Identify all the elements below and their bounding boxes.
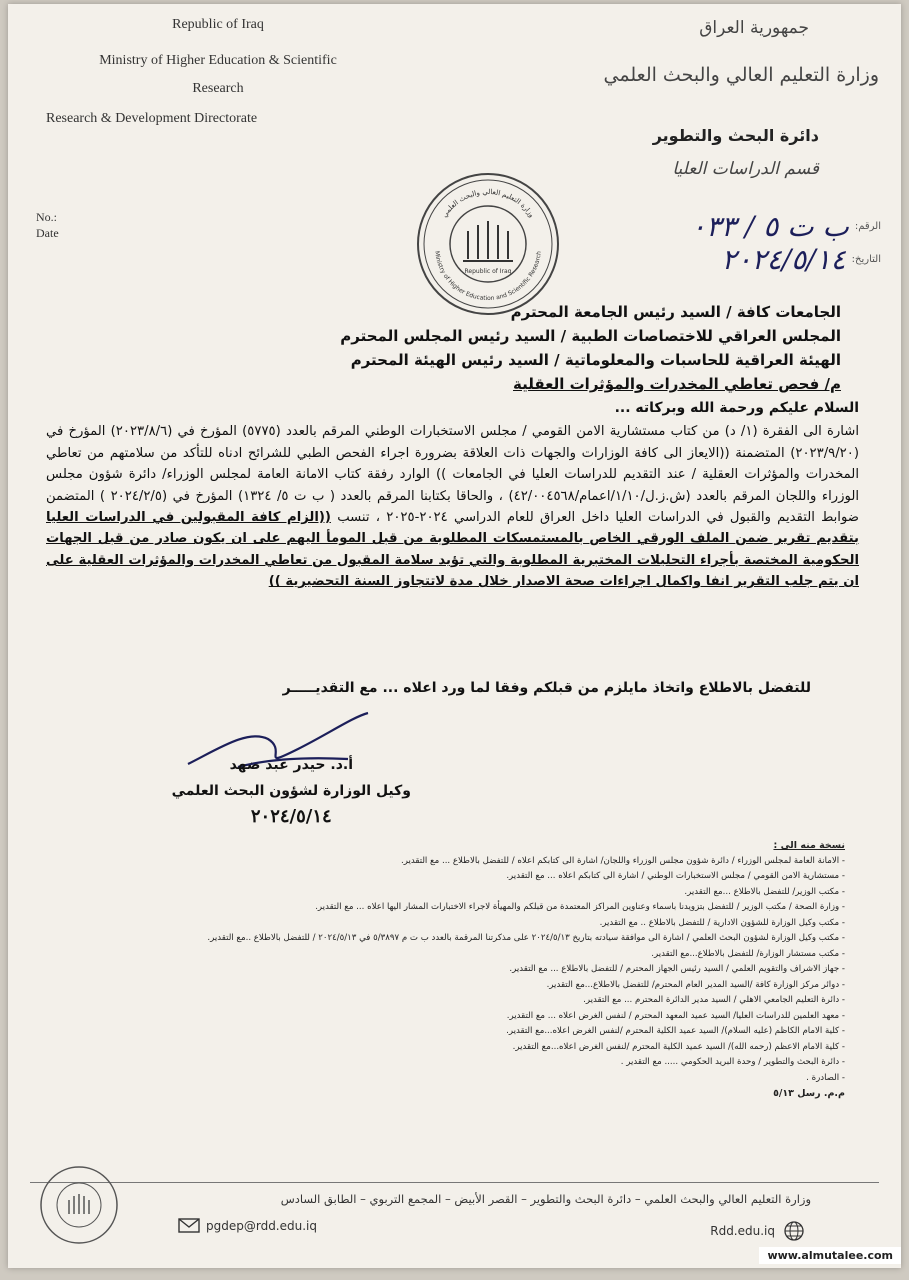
- cc-item: - دائرة البحث والتطوير / وحدة البريد الحكومي ..... مع التقدير .: [48, 1055, 845, 1071]
- signatory-name: أ.د. حيدر عبد ضهد: [229, 757, 353, 773]
- seal-country: Republic of Iraq: [464, 268, 512, 275]
- signatory-date: ٢٠٢٤/٥/١٤: [250, 806, 332, 827]
- en-date-label: Date: [36, 225, 59, 240]
- footer-email[interactable]: [178, 1218, 317, 1233]
- addressee-2: المجلس العراقي للاختصاصات الطبية / السيد رئيس المجلس المحترم: [340, 327, 841, 345]
- globe-icon: [783, 1220, 805, 1242]
- ar-country: جمهورية العراق: [699, 18, 809, 38]
- cc-item: - مكتب مستشار الوزارة/ للتفضل بالاطلاع...مع التقدير.: [48, 947, 845, 963]
- footer-email-text: pgdep@rdd.edu.iq: [206, 1218, 317, 1233]
- en-no-label: No.:: [36, 210, 57, 224]
- cc-item: - كلية الامام الكاظم (عليه السلام)/ السيد عميد الكلية المحترم /لنفس الغرض اعلاه...مع التقدير.: [48, 1024, 845, 1040]
- cc-item: - معهد العلمين للدراسات العليا/ السيد عميد المعهد المحترم / لنفس الغرض اعلاه ... مع التقدير.: [48, 1009, 845, 1025]
- ref-number-value: ب ت ٥ / ٠٣٣: [690, 210, 849, 243]
- english-letterhead: [38, 18, 398, 148]
- ref-number-row: [691, 210, 881, 243]
- en-ministry-1: Ministry of Higher Education & Scientific: [99, 53, 337, 68]
- cc-title: نسخة منه الى :: [773, 840, 845, 851]
- en-number-date: [36, 210, 59, 241]
- envelope-icon: [178, 1218, 200, 1233]
- footer-website-text: Rdd.edu.iq: [710, 1224, 775, 1238]
- seal-text-bottom: Ministry of Higher Education and Scientific Research: [433, 250, 543, 303]
- ref-date-row: [691, 243, 881, 276]
- seal-text-top: وزارة التعليم العالي والبحث العلمي: [440, 187, 536, 219]
- signatory-title: وكيل الوزارة لشؤون البحث العلمي: [171, 783, 411, 799]
- ref-number-label: الرقم:: [854, 221, 881, 232]
- cc-item: - مستشارية الامن القومي / مجلس الاستخبارات الوطني / اشارة الى كتابكم اعلاه ... مع التقدير.: [48, 869, 845, 885]
- reference-block: [691, 210, 881, 276]
- body-paragraph: اشارة الى الفقرة (١/ د) من كتاب مستشارية الامن القومي / مجلس الاستخبارات الوطني المرقم بالعدد (٥٧٧٥) المؤرخ في (٢٠٢٣/٨/٦) المؤرخ في (٢٠٢٣/٩/٢٠) المتضمنة ((الايعاز الى كافة الوزارات والجهات ذات العلاقة بضرورة اجراء الفحص الطبي للشرائح ادناه للتأكد من سلامتهم من تعاطي المخدرات والمؤثرات العقلية / عند التقديم للدراسات العليا في الجامعات )) الوارد رفقة كتاب الامانة العامة لمجلس الوزراء/ دائرة شؤون مجلس الوزراء واللجان المرقم بالعدد (ش.ز.ل/١/١٠/اعمام/٤٢/٠٠٤٥٦٨) ، والحاقا بكتابنا المرقم بالعدد ( ب ت ٥/ ١٣٢٤) المؤرخ في (٢٠٢٤/٢/٥ ) المتضمن ضوابط التقديم والقبول في الدراسات العليا داخل العراق للعام الدراسي ٢٠٢٤-٢٠٢٥ ، تنسب: [46, 424, 860, 526]
- ar-ministry: وزارة التعليم العالي والبحث العلمي: [603, 64, 879, 86]
- cc-footer: م.م. رسل ٥/١٣: [773, 1088, 845, 1099]
- footer-address: وزارة التعليم العالي والبحث العلمي – دائرة البحث والتطوير – القصر الأبيض – المجمع التربوي – الطابق السادس: [280, 1192, 811, 1206]
- footer-website[interactable]: [710, 1220, 805, 1242]
- letter-body: [46, 398, 859, 593]
- cc-item: - مكتب وكيل الوزارة للشؤون الادارية / للتفضل بالاطلاع .. مع التقدير.: [48, 916, 845, 932]
- cc-item: - الصادرة .: [48, 1071, 845, 1087]
- ar-department: قسم الدراسات العليا: [672, 159, 819, 179]
- arabic-letterhead: [549, 18, 879, 179]
- greeting: السلام عليكم ورحمة الله وبركاته ...: [614, 400, 859, 416]
- cc-item: - دائرة التعليم الجامعي الاهلي / السيد مدير الدائرة المحترم ... مع التقدير.: [48, 993, 845, 1009]
- cc-item: - دوائر مركز الوزارة كافة /السيد المدير العام المحترم/ للتفضل بالاطلاع...مع التقدير.: [48, 978, 845, 994]
- subject-line: م/ فحص تعاطي المخدرات والمؤثرات العقلية: [513, 375, 841, 393]
- ref-date-label: التاريخ:: [851, 254, 881, 265]
- closing-line: للتفضل بالاطلاع واتخاذ مايلزم من قبلكم وفقا لما ورد اعلاه ... مع التقديـــــر: [282, 680, 811, 696]
- footer-divider: [30, 1182, 879, 1183]
- cc-item: - مكتب وكيل الوزارة لشؤون البحث العلمي / اشارة الى موافقة سيادته بتاريخ ٢٠٢٤/٥/١٣ على مذكرتنا المرقمة بالعدد ب ت م ٥/٣٨٩٧ في ٢٠٢٤/٥/١٣ / للتفضل بالاطلاع ..مع التقدير.: [48, 931, 845, 947]
- body-directive: ((الزام كافة المقبولين في الدراسات العليا بتقديم تقرير ضمن الملف الورقي الخاص بالمستمسكات المطلوبة من قبل المومأ اليهم على ان يكون صادر من قبل الجهات الحكومية المختصة بأجراء التحليلات المختبرية المطلوبة والتي تؤيد سلامة المقبول من تعاطي المخدرات والمؤثرات العقلية على ان يتم جلب التقرير انفا واكمال اجراءات صحة الاصدار خلال مدة لاتتجاوز السنة التحضيرية )): [46, 510, 859, 590]
- cc-item: - الامانة العامة لمجلس الوزراء / دائرة شؤون مجلس الوزراء واللجان/ اشارة الى كتابكم اعلاه / للتفضل بالاطلاع ... مع التقدير.: [48, 854, 845, 870]
- ministry-seal-icon: [413, 169, 563, 319]
- cc-item: - كلية الامام الاعظم (رحمه الله)/ السيد عميد الكلية المحترم /لنفس الغرض اعلاه...مع التقدير.: [48, 1040, 845, 1056]
- signatory-block: [172, 752, 411, 830]
- cc-item: - وزارة الصحة / مكتب الوزير / للتفضل بتزويدنا باسماء وعناوين المراكز المعتمدة من قبلكم والمهيأة لاجراء الاختبارات المشار اليها اعلاه ... مع التقدير.: [48, 900, 845, 916]
- cc-list: [48, 854, 845, 1087]
- addressee-1: الجامعات كافة / السيد رئيس الجامعة المحترم: [510, 303, 841, 321]
- watermark[interactable]: www.almutalee.com: [759, 1247, 901, 1264]
- en-directorate: Research & Development Directorate: [46, 111, 258, 126]
- cc-item: - جهاز الاشراف والتقويم العلمي / السيد رئيس الجهاز المحترم / للتفضل بالاطلاع ... مع التقدير.: [48, 962, 845, 978]
- document-page: [8, 4, 901, 1268]
- addressee-3: الهيئة العراقية للحاسبات والمعلوماتية / السيد رئيس الهيئة المحترم: [350, 351, 841, 369]
- cc-list-block: [48, 838, 845, 1102]
- footer-seal-icon: [38, 1164, 120, 1246]
- ar-directorate: دائرة البحث والتطوير: [652, 126, 819, 145]
- addressee-block: [340, 300, 841, 396]
- ref-date-value: ٢٠٢٤/٥/١٤: [721, 243, 846, 276]
- en-country: Republic of Iraq: [172, 17, 264, 32]
- en-ministry-2: Research: [192, 81, 244, 96]
- cc-item: - مكتب الوزير/ للتفضل بالاطلاع ...مع التقدير.: [48, 885, 845, 901]
